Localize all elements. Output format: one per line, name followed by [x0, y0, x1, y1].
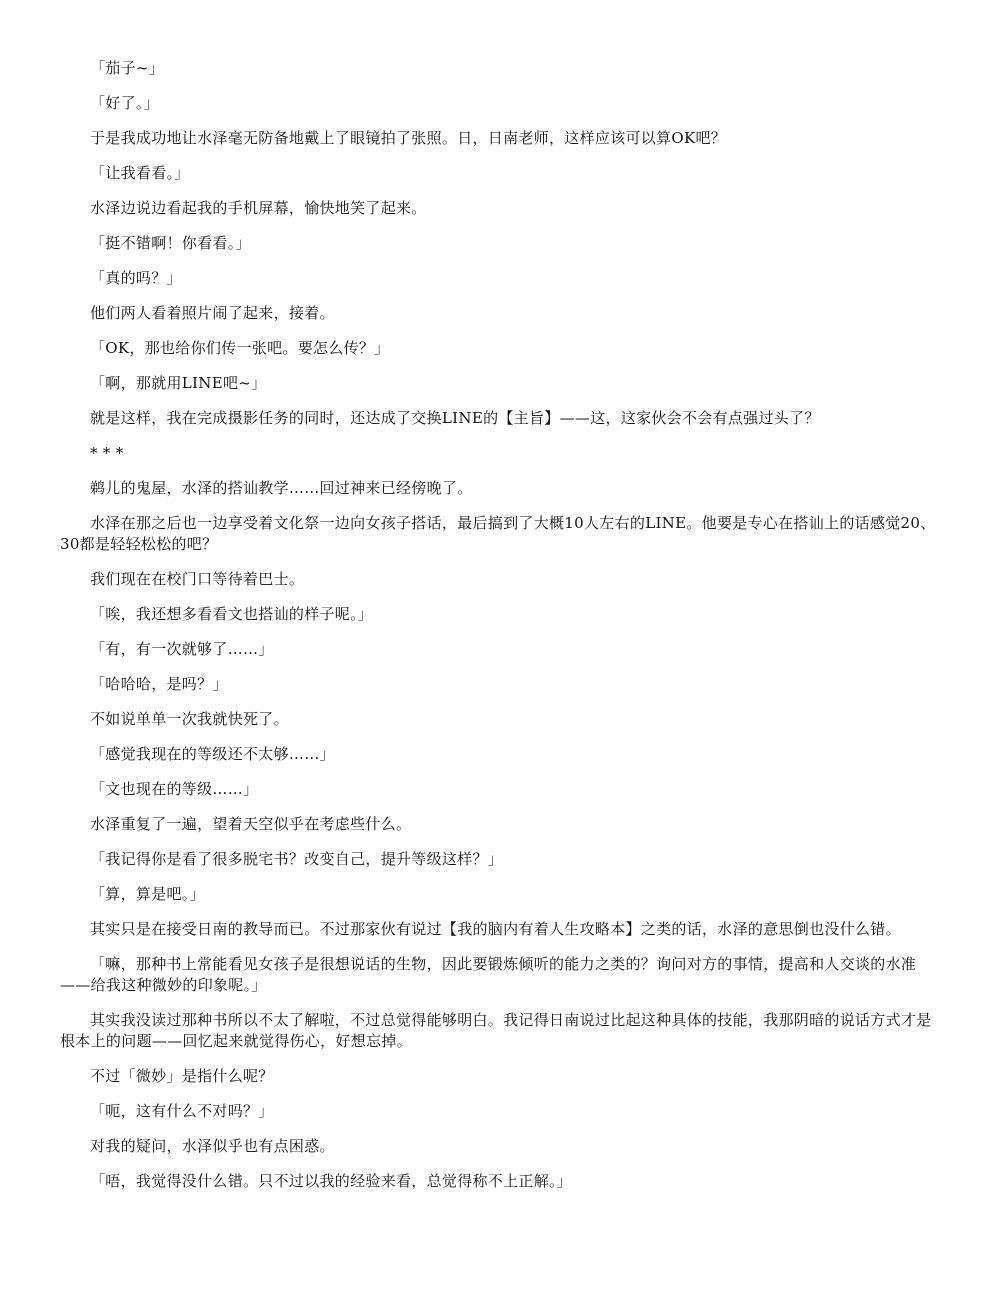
- paragraph: 「我记得你是看了很多脱宅书？改变自己，提升等级这样？」: [90, 850, 504, 868]
- paragraph: 我们现在在校门口等待着巴士。: [90, 570, 305, 588]
- document-body: [60, 58, 940, 1206]
- paragraph: 就是这样，我在完成摄影任务的同时，还达成了交换LINE的【主旨】——这，这家伙会不会有点强过头了？: [90, 409, 820, 427]
- paragraph: 「真的吗？」: [90, 269, 182, 287]
- paragraph: 其实只是在接受日南的教导而已。不过那家伙有说过【我的脑内有着人生攻略本】之类的话，水泽的意思倒也没什么错。: [90, 920, 901, 938]
- paragraph: 「茄子~」: [90, 59, 165, 77]
- paragraph: 「呃，这有什么不对吗？」: [90, 1102, 274, 1120]
- paragraph: 「OK，那也给你们传一张吧。要怎么传？」: [90, 339, 390, 357]
- paragraph: 「唉，我还想多看看文也搭讪的样子呢。」: [90, 605, 374, 623]
- paragraph: 不如说单单一次我就快死了。: [90, 710, 289, 728]
- paragraph: 「有，有一次就够了……」: [90, 640, 274, 658]
- paragraph: 「算，算是吧。」: [90, 885, 205, 903]
- paragraph: 「文也现在的等级……」: [90, 780, 259, 798]
- paragraph: 他们两人看着照片闹了起来，接着。: [90, 304, 335, 322]
- paragraph: 对我的疑问，水泽似乎也有点困惑。: [90, 1137, 335, 1155]
- paragraph: 「挺不错啊！你看看。」: [90, 234, 251, 252]
- paragraph: 「唔，我觉得没什么错。只不过以我的经验来看，总觉得称不上正解。」: [90, 1172, 573, 1190]
- paragraph: 其实我没读过那种书所以不太了解啦，不过总觉得能够明白。我记得日南说过比起这种具体的技能，我那阴暗的说话方式才是根本上的问题——回忆起来就觉得伤心，好想忘掉。: [60, 1011, 932, 1050]
- paragraph: 「让我看看。」: [90, 164, 190, 182]
- paragraph: 「好了。」: [90, 94, 160, 112]
- paragraph: 不过「微妙」是指什么呢？: [90, 1067, 274, 1085]
- paragraph: 水泽在那之后也一边享受着文化祭一边向女孩子搭话，最后搞到了大概10人左右的LINE。他要是专心在搭讪上的话感觉20、30都是轻轻松松的吧？: [60, 514, 936, 553]
- paragraph: 水泽边说边看起我的手机屏幕，愉快地笑了起来。: [90, 199, 427, 217]
- paragraph: 水泽重复了一遍，望着天空似乎在考虑些什么。: [90, 815, 412, 833]
- paragraph: 「哈哈哈，是吗？」: [90, 675, 228, 693]
- paragraph: 于是我成功地让水泽毫无防备地戴上了眼镜拍了张照。日，日南老师，这样应该可以算OK吧？: [90, 129, 727, 147]
- paragraph: 「嘛，那种书上常能看见女孩子是很想说话的生物，因此要锻炼倾听的能力之类的？询问对方的事情，提高和人交谈的水准——给我这种微妙的印象呢。」: [60, 955, 917, 994]
- scene-break: * * *: [90, 444, 124, 462]
- paragraph: 鹈儿的鬼屋，水泽的搭讪教学……回过神来已经傍晚了。: [90, 479, 473, 497]
- paragraph: 「啊，那就用LINE吧~」: [90, 374, 267, 392]
- paragraph: 「感觉我现在的等级还不太够……」: [90, 745, 335, 763]
